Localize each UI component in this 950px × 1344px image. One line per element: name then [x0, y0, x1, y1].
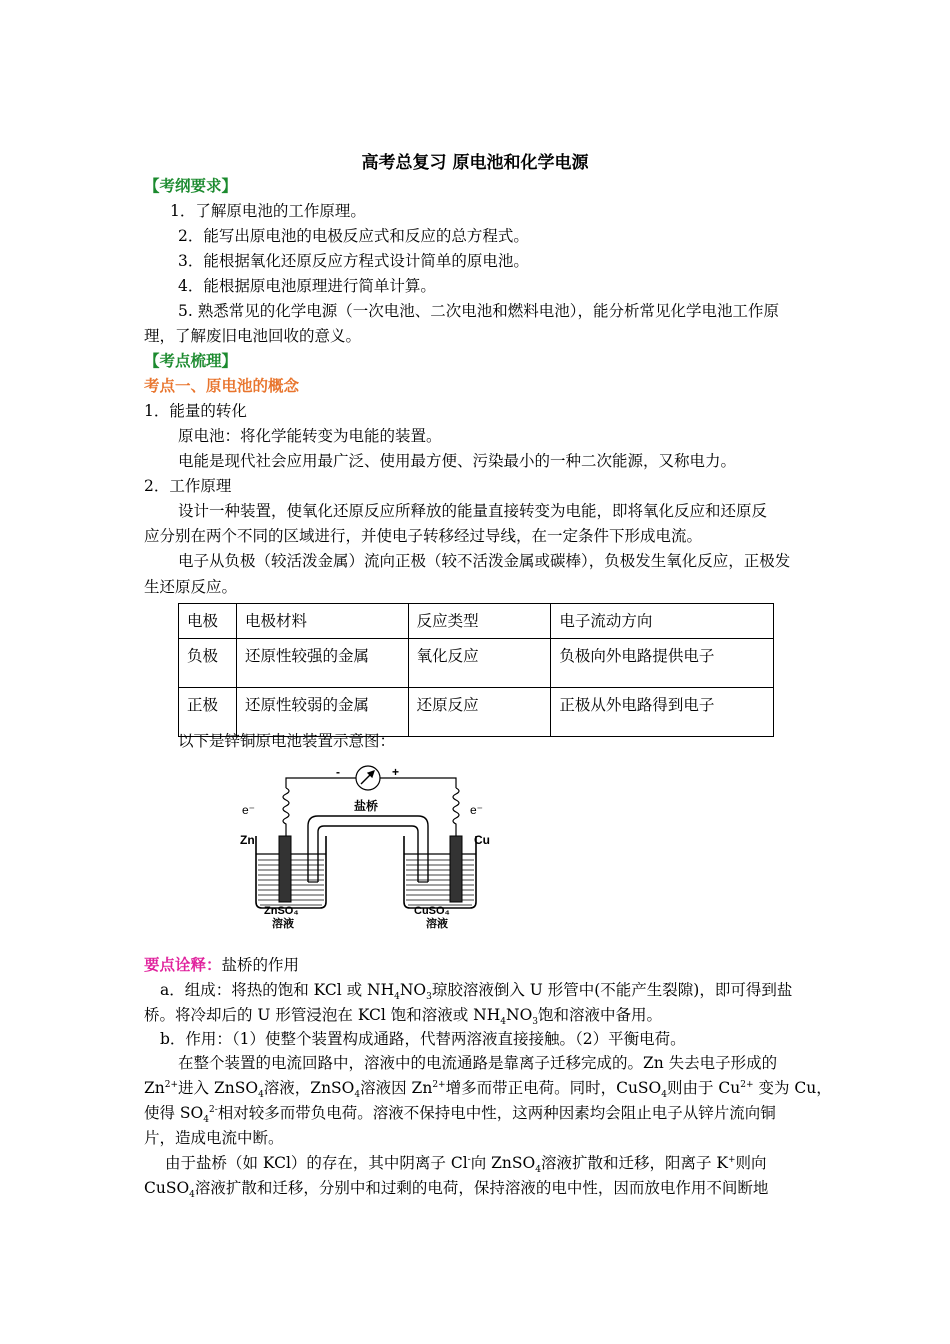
left-wire-coil [283, 788, 289, 830]
left-solution-label-2: 溶液 [272, 918, 294, 930]
keypoint-heading-line [144, 953, 808, 978]
table-cell: 负极 [179, 639, 237, 688]
paragraph-line: 在整个装置的电流回路中，溶液中的电流通路是靠离子迁移完成的。Zn 失去电子形成的 [178, 1054, 778, 1072]
right-beaker [404, 836, 476, 908]
point1-heading: 考点一、原电池的概念 [144, 377, 300, 395]
zn-label: Zn [240, 833, 255, 847]
salt-bridge-label: 盐桥 [354, 799, 379, 813]
zinc-electrode [279, 836, 291, 902]
electron-label-right: e⁻ [470, 803, 484, 817]
diagram-caption: 以下是锌铜原电池装置示意图： [178, 732, 396, 750]
right-wire-coil [453, 788, 459, 830]
keypoint-label: 要点诠释： [144, 956, 222, 974]
paragraph-line: 使得 $SO_4^{2-}$相对较多而带负电荷。溶液不保持电中性，这两种因素均会阻止电子从锌片流向铜 [144, 1104, 776, 1126]
table-cell: 氧化反应 [408, 639, 551, 688]
paragraph-line: 原电池：将化学能转变为电能的装置。 [178, 427, 442, 445]
electrode-table [178, 603, 774, 737]
left-solution-label: ZnSO₄ [264, 905, 299, 917]
copper-electrode [450, 836, 462, 902]
right-solution-label-2: 溶液 [426, 918, 448, 930]
syllabus-item: 2．能写出原电池的电极反应式和反应的总方程式。 [178, 227, 529, 245]
syllabus-item: 4．能根据原电池原理进行简单计算。 [178, 277, 436, 295]
table-cell: 还原性较强的金属 [236, 639, 408, 688]
right-solution-label: CuSO₄ [414, 905, 450, 917]
point1-item1: 1．能量的转化 [144, 402, 247, 420]
table-cell: 正极从外电路得到电子 [551, 688, 774, 737]
table-cell: 负极向外电路提供电子 [551, 639, 774, 688]
zinc-copper-cell-diagram [234, 762, 504, 930]
paragraph-line: 生还原反应。 [144, 578, 238, 596]
galvanometer-icon [356, 766, 380, 790]
syllabus-item: 5. 熟悉常见的化学电源（一次电池、二次电池和燃料电池），能分析常见化学电池工作原 [178, 302, 779, 320]
table-row [179, 639, 774, 688]
table-cell: 还原反应 [408, 688, 551, 737]
syllabus-heading: 【考纲要求】 [144, 177, 238, 195]
keypoint-topic: 盐桥的作用 [221, 956, 300, 974]
table-header-cell: 电极材料 [236, 604, 408, 639]
plus-label: + [392, 765, 400, 779]
points-heading: 【考点梳理】 [144, 352, 238, 370]
paragraph-line: 电能是现代社会应用最广泛、使用最方便、污染最小的一种二次能源，又称电力。 [178, 452, 737, 470]
syllabus-item: 1．了解原电池的工作原理。 [170, 202, 366, 220]
paragraph-line: 桥。将冷却后的 U 形管浸泡在 KCl 饱和溶液或 $NH_4NO_3$饱和溶液中备用。 [144, 1006, 663, 1028]
paragraph-line: 设计一种装置，使氧化还原反应所释放的能量直接转变为电能，即将氧化反应和还原反 [178, 502, 768, 520]
table-header-row [179, 604, 774, 639]
paragraph-line: CuSO$_4$溶液扩散和迁移，分别中和过剩的电荷，保持溶液的电中性，因而放电作用不间断地 [144, 1179, 769, 1201]
point1-item2: 2．工作原理 [144, 477, 232, 495]
minus-label: - [336, 765, 340, 779]
page-title: 高考总复习 原电池和化学电源 [361, 153, 589, 173]
table-cell: 正极 [179, 688, 237, 737]
table-header-cell: 电子流动方向 [551, 604, 774, 639]
table-header-cell: 电极 [179, 604, 237, 639]
paragraph-line: 由于盐桥（如 KCl）的存在，其中阴离子 Cl-向 ZnSO$_4$溶液扩散和迁移，阳离子 K+则向 [165, 1154, 767, 1176]
cu-label: Cu [474, 833, 490, 847]
paragraph-line: 应分别在两个不同的区域进行，并使电子转移经过导线，在一定条件下形成电流。 [144, 527, 703, 545]
paragraph-line: 电子从负极（较活泼金属）流向正极（较不活泼金属或碳棒），负极发生氧化反应，正极发 [178, 552, 791, 570]
table-cell: 还原性较弱的金属 [236, 688, 408, 737]
paragraph-line: a．组成：将热的饱和 KCl 或 $NH_4NO_3$琼胶溶液倒入 U 形管中(不能产生裂隙)，即可得到盐 [160, 981, 793, 1003]
paragraph-line: b．作用：（1）使整个装置构成通路，代替两溶液直接接触。（2）平衡电荷。 [160, 1030, 686, 1048]
syllabus-item: 3．能根据氧化还原反应方程式设计简单的原电池。 [178, 252, 529, 270]
paragraph-line: $Zn^{2+}$进入 ZnSO$_4$溶液，ZnSO$_4$溶液因 $Zn^{2+}$增多而带正电荷。同时，CuSO$_4$则由于 $Cu^{2+}$ 变为 Cu， [144, 1079, 832, 1101]
electron-label-left: e⁻ [242, 803, 256, 817]
syllabus-item-continued: 理，了解废旧电池回收的意义。 [144, 327, 362, 345]
table-header-cell: 反应类型 [408, 604, 551, 639]
paragraph-line: 片，造成电流中断。 [144, 1129, 284, 1147]
